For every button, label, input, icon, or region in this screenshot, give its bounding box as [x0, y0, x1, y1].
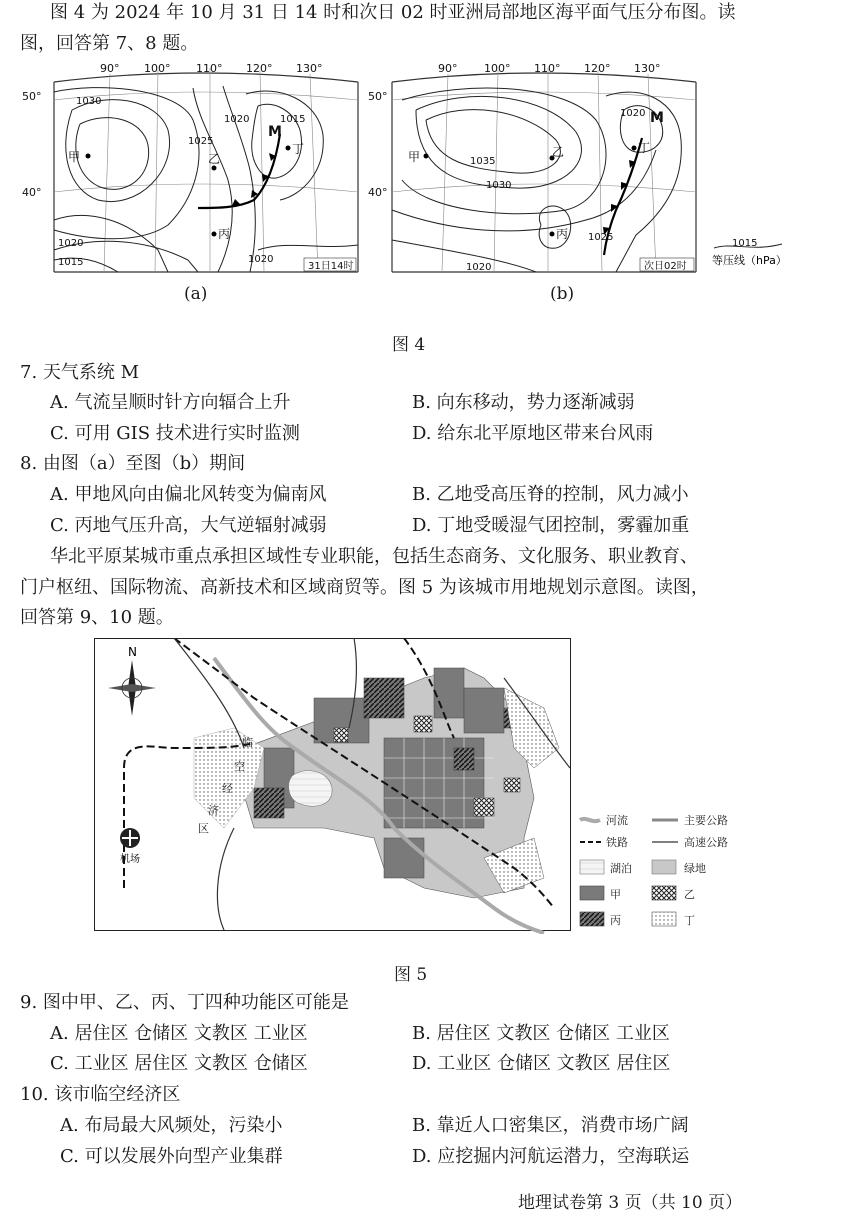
q9-option-c[interactable]: C. 工业区 居住区 文教区 仓储区 — [50, 1053, 308, 1074]
system-m-b: M — [650, 110, 664, 126]
q9-option-b[interactable]: B. 居住区 文教区 仓储区 工业区 — [412, 1023, 670, 1044]
q9-stem: 9. 图中甲、乙、丙、丁四种功能区可能是 — [20, 992, 349, 1013]
iso-1025-b: 1025 — [588, 232, 614, 243]
isobar-legend — [712, 232, 802, 272]
zone-char-4: 济 — [208, 804, 219, 817]
iso-1030-b: 1030 — [486, 180, 512, 191]
zone-char-2: 空 — [234, 760, 245, 773]
place-jia-b: 甲 — [408, 150, 421, 164]
q9-option-a[interactable]: A. 居住区 仓储区 文教区 工业区 — [50, 1023, 308, 1044]
q7-option-d[interactable]: D. 给东北平原地区带来台风雨 — [412, 423, 654, 444]
zone-char-1: 临 — [242, 736, 253, 749]
legend-iso-label: 等压线（hPa） — [712, 254, 787, 267]
legend-green: 绿地 — [684, 862, 706, 875]
legend-bing: 丙 — [610, 914, 621, 927]
legend-ding: 丁 — [684, 914, 695, 927]
legend-lake: 湖泊 — [610, 862, 632, 875]
legend-river: 河流 — [606, 814, 628, 827]
time-label-b: 次日02时 — [644, 261, 687, 272]
place-jia-a: 甲 — [68, 150, 81, 164]
place-bing-b: 丙 — [556, 227, 569, 241]
place-ding-b: 丁 — [638, 141, 651, 155]
legend-iso-value: 1015 — [732, 238, 758, 249]
fig4-caption: 图 4 — [392, 335, 426, 355]
legend-jia: 甲 — [610, 888, 621, 901]
lat-40-b: 40° — [368, 186, 388, 199]
lon-110-a: 110° — [196, 62, 223, 75]
land-use-map — [94, 638, 784, 934]
fig4a-label: (a) — [184, 284, 208, 304]
lon-130-a: 130° — [296, 62, 323, 75]
place-yi-a: 乙 — [208, 152, 221, 166]
lat-40-a: 40° — [22, 186, 42, 199]
iso-1020-a3: 1020 — [248, 254, 274, 265]
q10-option-d[interactable]: D. 应挖掘内河航运潜力，空海联运 — [412, 1146, 690, 1167]
iso-1015-a: 1015 — [280, 114, 306, 125]
iso-1030-a: 1030 — [76, 96, 102, 107]
legend-expressway: 高速公路 — [684, 836, 728, 849]
airport-label: 机场 — [120, 854, 140, 865]
time-label-a: 31日14时 — [308, 261, 354, 272]
lon-110-b: 110° — [534, 62, 561, 75]
iso-1020-b: 1020 — [620, 108, 646, 119]
zone-char-5: 区 — [198, 822, 209, 835]
intro2-line-2: 门户枢纽、国际物流、高新技术和区域商贸等。图 5 为该城市用地规划示意图。读图， — [20, 577, 709, 598]
page-footer: 地理试卷第 3 页（共 10 页） — [518, 1193, 743, 1213]
lon-100-b: 100° — [484, 62, 511, 75]
fig5-caption: 图 5 — [394, 965, 428, 985]
lon-130-b: 130° — [634, 62, 661, 75]
q8-option-a[interactable]: A. 甲地风向由偏北风转变为偏南风 — [50, 484, 327, 505]
iso-1015-a2: 1015 — [58, 257, 84, 268]
iso-1025-a: 1025 — [188, 136, 214, 147]
place-ding-a: 丁 — [292, 142, 305, 156]
legend-railway: 铁路 — [606, 836, 628, 849]
q9-option-d[interactable]: D. 工业区 仓储区 文教区 居住区 — [412, 1053, 671, 1074]
q10-stem: 10. 该市临空经济区 — [20, 1084, 181, 1105]
q8-option-b[interactable]: B. 乙地受高压脊的控制，风力减小 — [412, 484, 689, 505]
zone-char-3: 经 — [222, 782, 233, 795]
q10-option-a[interactable]: A. 布局最大风频处，污染小 — [60, 1115, 283, 1136]
intro-line-2: 图，回答第 7、8 题。 — [20, 33, 199, 54]
lon-90-a: 90° — [100, 62, 120, 75]
q7-option-b[interactable]: B. 向东移动，势力逐渐减弱 — [412, 392, 635, 413]
q10-option-c[interactable]: C. 可以发展外向型产业集群 — [60, 1146, 283, 1167]
system-m-a: M — [268, 124, 282, 140]
pressure-map-a — [18, 60, 370, 280]
q10-option-b[interactable]: B. 靠近人口密集区，消费市场广阔 — [412, 1115, 689, 1136]
q7-stem: 7. 天气系统 M — [20, 362, 140, 383]
north-label: N — [128, 645, 137, 659]
q7-option-a[interactable]: A. 气流呈顺时针方向辐合上升 — [50, 392, 291, 413]
place-yi-b: 乙 — [552, 145, 565, 159]
iso-1035-b: 1035 — [470, 156, 496, 167]
lat-50-a: 50° — [22, 90, 42, 103]
q8-option-d[interactable]: D. 丁地受暖湿气团控制，雾霾加重 — [412, 515, 690, 536]
lon-120-b: 120° — [584, 62, 611, 75]
fig4b-label: (b) — [550, 284, 575, 304]
place-bing-a: 丙 — [218, 227, 231, 241]
iso-1020-b2: 1020 — [466, 262, 492, 273]
lon-90-b: 90° — [438, 62, 458, 75]
pressure-map-b — [366, 60, 716, 280]
iso-1020-a: 1020 — [224, 114, 250, 125]
q7-option-c[interactable]: C. 可用 GIS 技术进行实时监测 — [50, 423, 300, 444]
legend-main-road: 主要公路 — [684, 814, 728, 827]
intro2-line-1: 华北平原某城市重点承担区域性专业职能，包括生态商务、文化服务、职业教育、 — [50, 546, 698, 567]
intro-line-1: 图 4 为 2024 年 10 月 31 日 14 时和次日 02 时亚洲局部地区海平面气压分布图。读 — [50, 2, 736, 23]
q8-option-c[interactable]: C. 丙地气压升高，大气逆辐射减弱 — [50, 515, 327, 536]
legend-yi: 乙 — [684, 888, 695, 901]
lon-120-a: 120° — [246, 62, 273, 75]
intro2-line-3: 回答第 9、10 题。 — [20, 607, 174, 628]
lat-50-b: 50° — [368, 90, 388, 103]
lon-100-a: 100° — [144, 62, 171, 75]
q8-stem: 8. 由图（a）至图（b）期间 — [20, 453, 246, 474]
iso-1020-a2: 1020 — [58, 238, 84, 249]
